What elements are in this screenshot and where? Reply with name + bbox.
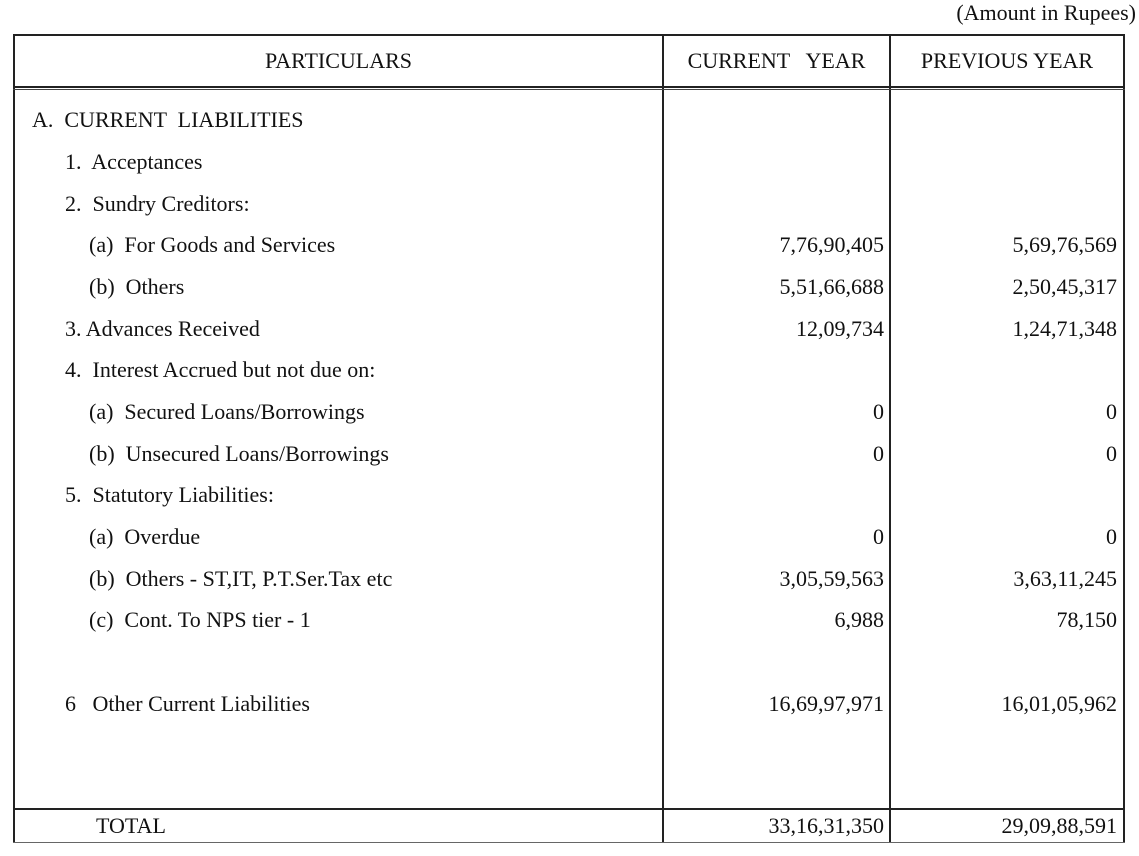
header-current-year: CURRENT YEAR: [687, 48, 866, 73]
table-row: [15, 558, 1123, 600]
row-current-value: 3,05,59,563: [779, 566, 884, 591]
row-current-value: 0: [873, 524, 884, 549]
row-previous-value: 78,150: [1056, 607, 1117, 632]
unit-note: (Amount in Rupees): [956, 0, 1136, 25]
header-divider-double: [13, 89, 1125, 90]
table-row: [15, 266, 1123, 308]
table-row: [15, 516, 1123, 558]
row-label: (a) For Goods and Services: [89, 232, 336, 257]
row-label: (b) Unsecured Loans/Borrowings: [89, 441, 389, 466]
table-row: [15, 141, 1123, 183]
row-label: (c) Cont. To NPS tier - 1: [89, 607, 311, 632]
row-label: 4. Interest Accrued but not due on:: [65, 357, 376, 382]
row-previous-value: 2,50,45,317: [1012, 274, 1117, 299]
row-current-value: 16,69,97,971: [768, 691, 884, 716]
row-label: (a) Overdue: [89, 524, 201, 549]
total-previous-value: 29,09,88,591: [1001, 813, 1117, 838]
row-label: (b) Others: [89, 274, 185, 299]
row-current-value: 0: [873, 441, 884, 466]
header-particulars: PARTICULARS: [264, 48, 413, 73]
row-previous-value: 0: [1106, 399, 1117, 424]
header-previous-year: PREVIOUS YEAR: [920, 48, 1094, 73]
row-previous-value: 16,01,05,962: [1001, 691, 1117, 716]
total-label: TOTAL: [96, 813, 166, 838]
row-label: 6 Other Current Liabilities: [65, 691, 310, 716]
row-previous-value: 0: [1106, 524, 1117, 549]
table-row: [15, 349, 1123, 391]
table-row: [15, 224, 1123, 266]
row-current-value: 12,09,734: [796, 316, 884, 341]
row-label: 5. Statutory Liabilities:: [65, 482, 274, 507]
row-label: 3. Advances Received: [65, 316, 260, 341]
total-current-value: 33,16,31,350: [768, 813, 884, 838]
table-row: [15, 308, 1123, 350]
table-bottom-border: [13, 842, 1125, 843]
row-label: A. CURRENT LIABILITIES: [32, 107, 304, 132]
row-current-value: 7,76,90,405: [779, 232, 884, 257]
row-current-value: 5,51,66,688: [779, 274, 884, 299]
row-previous-value: 0: [1106, 441, 1117, 466]
total-divider: [13, 808, 1125, 810]
row-label: (b) Others - ST,IT, P.T.Ser.Tax etc: [89, 566, 393, 591]
table-row: [15, 433, 1123, 475]
header-divider: [13, 86, 1125, 88]
table-row: [15, 183, 1123, 225]
row-previous-value: 1,24,71,348: [1012, 316, 1117, 341]
table-row: [15, 391, 1123, 433]
row-previous-value: 3,63,11,245: [1013, 566, 1117, 591]
row-previous-value: 5,69,76,569: [1012, 232, 1117, 257]
row-label: 2. Sundry Creditors:: [65, 191, 250, 216]
table-row: [15, 474, 1123, 516]
row-current-value: 0: [873, 399, 884, 424]
table-row: [15, 599, 1123, 641]
row-label: 1. Acceptances: [65, 149, 203, 174]
table-row: [15, 683, 1123, 725]
table-row: [15, 99, 1123, 141]
row-current-value: 6,988: [834, 607, 884, 632]
row-label: (a) Secured Loans/Borrowings: [89, 399, 365, 424]
